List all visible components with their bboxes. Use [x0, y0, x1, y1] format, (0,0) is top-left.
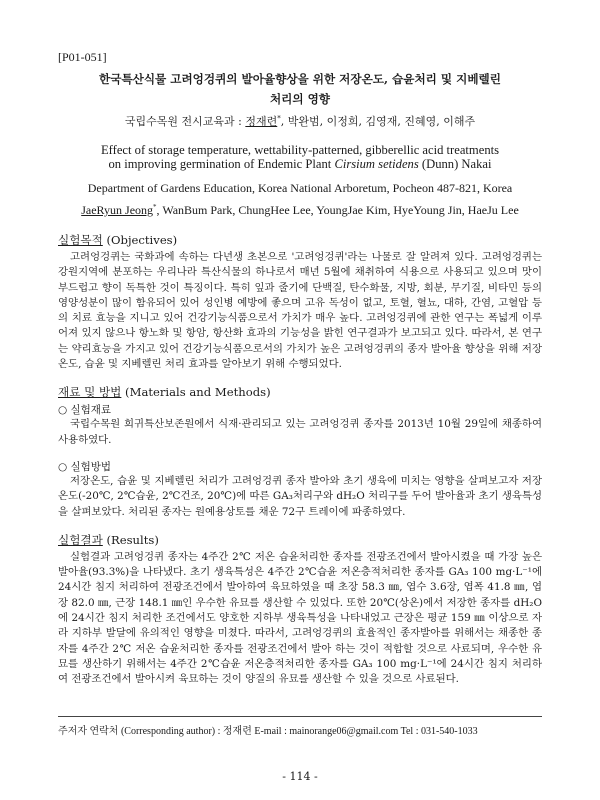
- results-text: 실험결과 고려엉겅퀴 종자는 4주간 2℃ 저온 습윤처리한 종자를 전광조건에서 발아시켰을 때 가장 높은 발아율(93.3%)을 나타냈다. 초기 생육특성은 4주간 2℃습윤 저온층적처리한 종자를 GA₃ 100 mg·L⁻¹에 24시간 침지 처리하여 전광조건에서 발아하여 육묘하였을 때 초장 58.3 ㎜, 엽수 3.6장, 엽폭 41.8 ㎜, 엽장 82.0 ㎜, 근장 148.1 ㎜인 우수한 유묘를 생산할 수 있었다. 또한 20℃(상온)에서 저장한 종자를 dH₂O에 24시간 침지 처리한 조건에서도 양호한 지하부 생육특성을 나타내었고 근장은 평균 159 ㎜ 이상으로 자라 지하부 발달에 유의적인 영향을 미쳤다. 따라서, 고려엉겅퀴의 효율적인 종자발아를 위해서는 채종한 종자를 4주간 2℃ 저온 습윤처리한 종자를 전광조건에서 발아 하는 것이 적합할 것으로 사료되며, 우수한 유묘를 생산하기 위해서는 4주간 2℃습윤 저온층적처리한 종자를 GA₃ 100 mg·L⁻¹에 24시간 침지 처리하여 전광조건에서 발아시켜 육묘하는 것이 양질의 유묘를 생산할 수 있을 것으로 사료된다.: [58, 550, 542, 686]
- species-name: Cirsium setidens: [334, 157, 419, 171]
- english-title-line2-pre: on improving germination of Endemic Plant: [108, 157, 335, 171]
- objectives-text: 고려엉겅퀴는 국화과에 속하는 다년생 초본으로 '고려엉겅퀴'라는 나물로 잘 알려져 있다. 고려엉겅퀴는 강원지역에 분포하는 우리나라 특산식물의 하나로서 매년 5월에 채취하여 식용으로 사용되고 있으며 맛이 부드럽고 향이 독특한 것이 특징이다. 특히 잎과 줄기에 단백질, 탄수화물, 지방, 회분, 무기질, 비타민 등의 영양성분이 많이 함유되어 있어 성인병 예방에 좋으며 고유 독성이 없고, 토혈, 혈뇨, 대하, 간염, 고혈압 등의 치료 효능을 지니고 있어 건강기능식품으로서 가치가 매우 높다. 고려엉겅퀴에 관한 연구는 폭넓게 이루어져 있지 않으나 항노화 및 항암, 항산화 효과의 기능성을 밝힌 연구결과가 보고되고 있다. 따라서, 본 연구는 약리효능을 가지고 있어 건강기능식품으로서의 가치가 높은 고려엉겅퀴의 종자 발아율 향상을 위해 저장온도, 습윤 및 지베렐린 처리 효과를 알아보기 위해 수행되었다.: [58, 251, 542, 371]
- english-title-line2: [58, 157, 542, 171]
- english-affiliation-line1: Department of Gardens Education, Korea National Arboretum, Pocheon 487-821, Korea: [87, 181, 513, 195]
- korean-coauthors: , 박완범, 이정희, 김영재, 진혜영, 이해주: [280, 115, 476, 128]
- english-title-line1: Effect of storage temperature, wettability-patterned, gibberellic acid treatments: [100, 143, 500, 157]
- english-title: [58, 143, 542, 171]
- paper-abstract: [58, 50, 542, 688]
- objectives-heading-en: (Objectives): [102, 233, 178, 247]
- results-heading-en: (Results): [102, 532, 159, 547]
- methods-procedure-text: 저장온도, 습윤 및 지베렐린 처리가 고려엉겅퀴 종자 발아와 초기 생육에 미치는 영향을 살펴보고자 저장온도(-20℃, 2℃습윤, 2℃건조, 20℃)에 따른 GA₃처리구와 dH₂O 처리구를 두어 발아율과 초기 생육특성을 살펴보았다. 처리된 종자는 원예용상토를 채운 72구 트레이에 파종하였다.: [58, 474, 542, 518]
- english-title-line2-post: (Dunn) Nakai: [418, 157, 492, 171]
- objectives-heading-ko: 실험목적: [58, 233, 103, 247]
- methods-procedure-subheading: ○ 실험방법: [58, 460, 112, 473]
- corresponding-author-footnote: 주저자 연락처 (Corresponding author) : 정재련 E-mail : mainorange06@gmail.com Tel : 031-540-1033: [58, 726, 478, 737]
- english-coauthors: , WanBum Park, ChungHee Lee, YoungJae Kim, HyeYoung Jin, HaeJu Lee: [156, 203, 519, 217]
- english-affiliation: [58, 179, 542, 220]
- results-heading-ko: 실험결과: [58, 532, 103, 547]
- methods-heading-en: (Materials and Methods): [121, 385, 271, 400]
- methods-heading-ko: 재료 및 방법: [58, 385, 122, 400]
- english-authors: [58, 198, 542, 220]
- korean-first-author: 정재련: [245, 115, 278, 128]
- korean-authors: [58, 113, 542, 129]
- korean-title: [58, 69, 542, 109]
- corresponding-mark: *: [277, 114, 281, 123]
- methods-materials-subheading: ○ 실험재료: [58, 404, 112, 417]
- korean-title-line1: 한국특산식물 고려엉겅퀴의 발아율향상을 위한 저장온도, 습윤처리 및 지베렐린: [99, 72, 501, 86]
- methods-heading: [58, 384, 542, 400]
- methods-materials-text: 국립수목원 희귀특산보존원에서 식재·관리되고 있는 고려엉겅퀴 종자를 2013년 10월 29일에 채종하여 사용하였다.: [58, 418, 542, 446]
- results-heading: [58, 532, 542, 548]
- english-first-author: JaeRyun Jeong: [81, 203, 154, 217]
- korean-title-line2: 처리의 영향: [269, 92, 331, 106]
- page-number: - 114 -: [282, 770, 318, 783]
- objectives-heading: [58, 232, 542, 248]
- footnote-divider: [58, 716, 542, 717]
- korean-affiliation: 국립수목원 전시교육과 :: [124, 115, 242, 128]
- abstract-code: [P01-051]: [58, 50, 107, 64]
- english-corresponding-mark: *: [153, 203, 157, 211]
